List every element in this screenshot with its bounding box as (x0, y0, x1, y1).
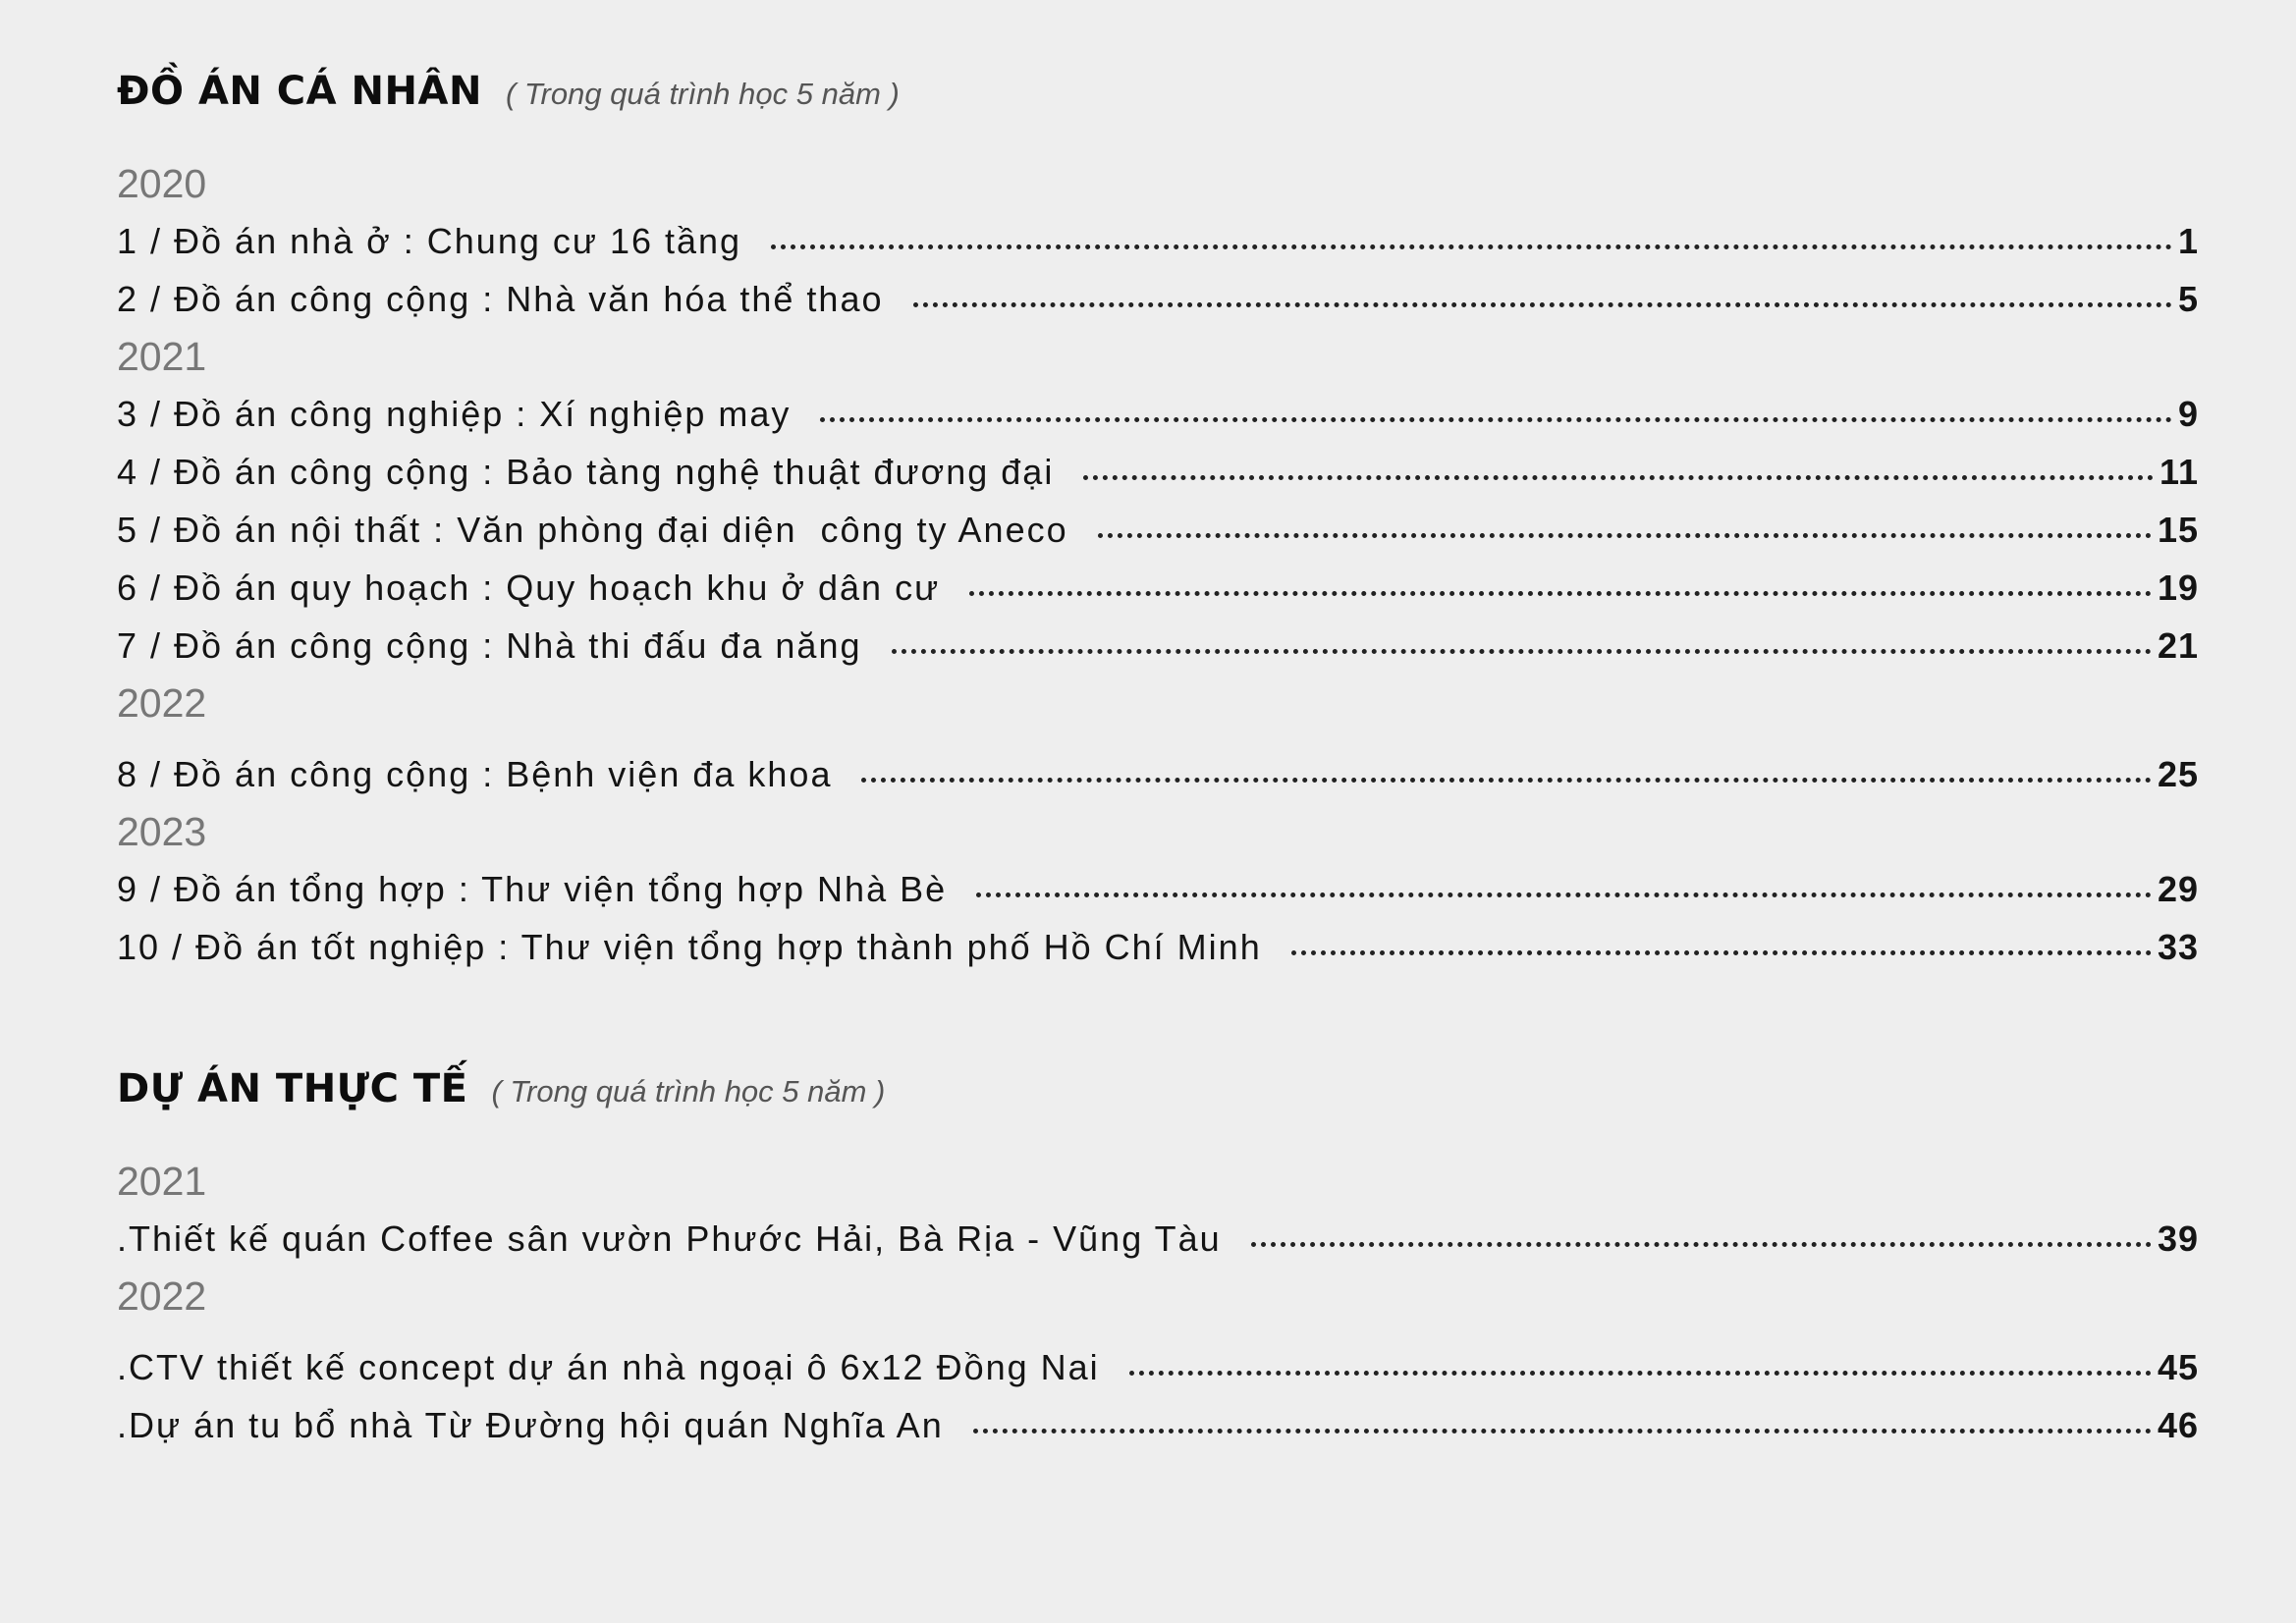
year-heading: 2021 (117, 334, 207, 379)
section-title: ĐỒ ÁN CÁ NHÂN (117, 69, 482, 114)
dot-leader (913, 302, 2172, 307)
dot-leader (771, 244, 2172, 249)
toc-entry[interactable] (117, 918, 2199, 976)
year-heading: 2020 (117, 161, 207, 206)
year-heading: 2021 (117, 1159, 207, 1204)
toc-entry[interactable] (117, 745, 2199, 803)
page-number: 15 (2157, 510, 2199, 550)
dot-leader (1098, 533, 2152, 538)
toc-entry[interactable] (117, 270, 2199, 328)
toc-entry[interactable] (117, 559, 2199, 617)
entry-label: .Thiết kế quán Coffee sân vườn Phước Hải, Bà Rịa - Vũng Tàu (117, 1218, 1222, 1259)
toc-entry[interactable] (117, 617, 2199, 675)
toc-entry[interactable] (117, 860, 2199, 918)
page-number: 11 (2159, 452, 2199, 492)
dot-leader (976, 893, 2152, 897)
year-heading: 2023 (117, 809, 207, 854)
section-note: ( Trong quá trình học 5 năm ) (491, 1074, 886, 1109)
page-number: 33 (2157, 927, 2199, 967)
page-number: 19 (2157, 568, 2199, 608)
year-heading: 2022 (117, 1273, 207, 1319)
page-number: 45 (2157, 1347, 2199, 1387)
year-group-2022 (117, 675, 2199, 803)
dot-leader (1291, 950, 2152, 955)
dot-leader (861, 778, 2151, 783)
dot-leader (973, 1429, 2152, 1434)
page-number: 29 (2157, 869, 2199, 909)
entry-label: 3 / Đồ án công nghiệp : Xí nghiệp may (117, 394, 792, 434)
page-number: 21 (2157, 625, 2199, 666)
year-group-2023 (117, 803, 2199, 976)
dot-leader (1129, 1371, 2152, 1376)
entry-label: 5 / Đồ án nội thất : Văn phòng đại diện công ty Aneco (117, 510, 1068, 550)
year-heading: 2022 (117, 680, 207, 726)
entry-label: 1 / Đồ án nhà ở : Chung cư 16 tầng (117, 221, 742, 261)
toc-entry[interactable] (117, 1338, 2199, 1396)
dot-leader (1251, 1242, 2152, 1247)
toc-entry[interactable] (117, 1210, 2199, 1268)
year-group-2020 (117, 155, 2199, 328)
dot-leader (1083, 475, 2154, 480)
year-group-2021 (117, 1153, 2199, 1268)
page-number: 39 (2157, 1218, 2199, 1259)
page-number: 1 (2177, 221, 2199, 261)
entry-label: 10 / Đồ án tốt nghiệp : Thư viện tổng hợp thành phố Hồ Chí Minh (117, 927, 1262, 967)
page-number: 25 (2157, 754, 2199, 794)
entry-label: .CTV thiết kế concept dự án nhà ngoại ô 6x12 Đồng Nai (117, 1347, 1100, 1387)
entry-label: 7 / Đồ án công cộng : Nhà thi đấu đa năng (117, 625, 862, 666)
entry-label: 9 / Đồ án tổng hợp : Thư viện tổng hợp Nhà Bè (117, 869, 948, 909)
dot-leader (820, 417, 2172, 422)
dot-leader (969, 591, 2152, 596)
entry-label: 4 / Đồ án công cộng : Bảo tàng nghệ thuật đương đại (117, 452, 1055, 492)
table-of-contents (117, 69, 2199, 1454)
year-group-2021 (117, 328, 2199, 675)
section-header-personal (117, 69, 2199, 128)
section-header-practical (117, 1066, 2199, 1125)
page-number: 9 (2177, 394, 2199, 434)
toc-entry[interactable] (117, 1396, 2199, 1454)
entry-label: 2 / Đồ án công cộng : Nhà văn hóa thể thao (117, 279, 884, 319)
page-number: 5 (2177, 279, 2199, 319)
toc-entry[interactable] (117, 443, 2199, 501)
toc-entry[interactable] (117, 501, 2199, 559)
year-group-2022 (117, 1268, 2199, 1454)
entry-label: .Dự án tu bổ nhà Từ Đường hội quán Nghĩa An (117, 1405, 944, 1445)
toc-entry[interactable] (117, 212, 2199, 270)
toc-entry[interactable] (117, 385, 2199, 443)
section-title: DỰ ÁN THỰC TẾ (117, 1066, 468, 1111)
section-note: ( Trong quá trình học 5 năm ) (505, 77, 900, 111)
entry-label: 8 / Đồ án công cộng : Bệnh viện đa khoa (117, 754, 833, 794)
page-number: 46 (2157, 1405, 2199, 1445)
dot-leader (892, 649, 2152, 654)
entry-label: 6 / Đồ án quy hoạch : Quy hoạch khu ở dân cư (117, 568, 941, 608)
